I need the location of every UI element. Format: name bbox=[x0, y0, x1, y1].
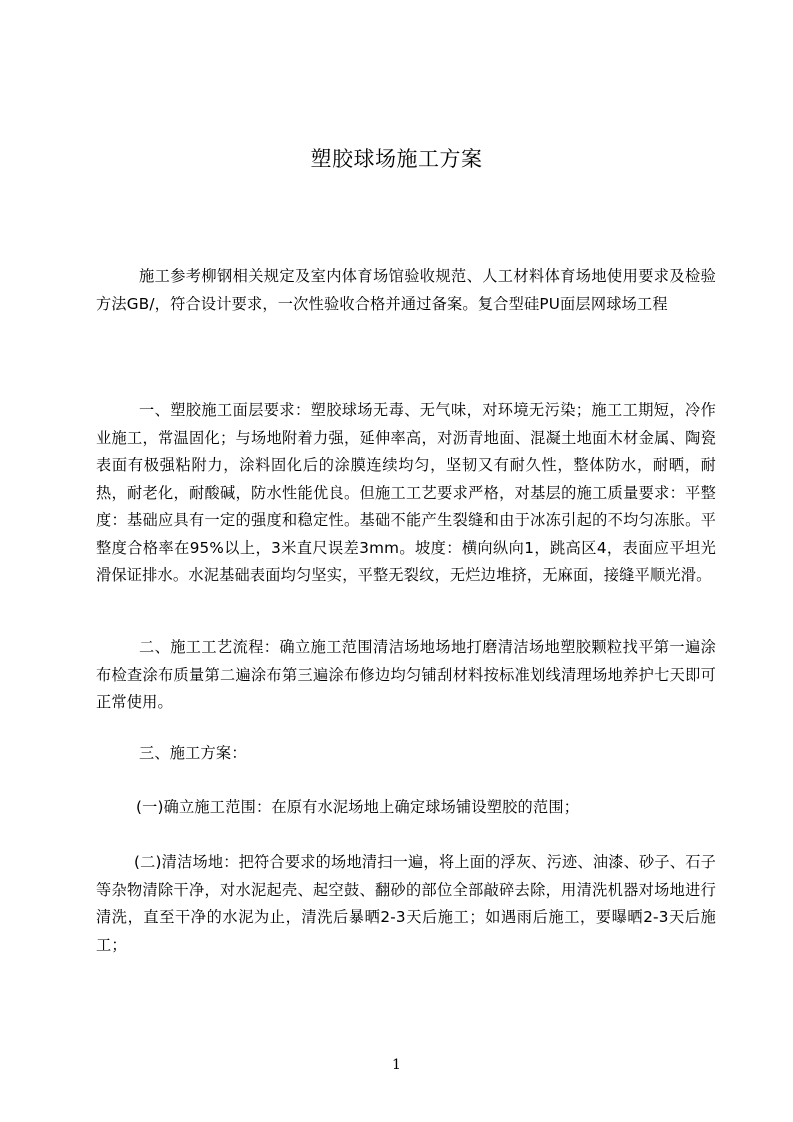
paragraph-intro: 施工参考柳钢相关规定及室内体育场馆验收规范、人工材料体育场地使用要求及检验方法GB/，符合设计要求，一次性验收合格并通过备案。复合型硅PU面层网球场工程 bbox=[96, 267, 716, 313]
paragraph-process-flow: 二、施工工艺流程：确立施工范围清洁场地场地打磨清洁场地塑胶颗粒找平第一遍涂布检查涂布质量第二遍涂布第三遍涂布修边均匀铺刮材料按标准划线清理场地养护七天即可正常使用。 bbox=[96, 638, 716, 711]
section-heading-construction-plan: 三、施工方案： bbox=[139, 744, 247, 762]
page-number: 1 bbox=[392, 1057, 401, 1073]
document-title: 塑胶球场施工方案 bbox=[310, 147, 483, 171]
paragraph-surface-requirements: 一、塑胶施工面层要求：塑胶球场无毒、无气味，对环境无污染；施工工期短，冷作业施工，常温固化；与场地附着力强，延伸率高，对沥青地面、混凝土地面木材金属、陶瓷表面有极强粘附力，涂料固化后的涂膜连续均匀，坚韧又有耐久性，整体防水，耐晒，耐热，耐老化，耐酸碱，防水性能优良。但施工工艺要求严格，对基层的施工质量要求：平整度：基础应具有一定的强度和稳定性。基础不能产生裂缝和由于冰冻引起的不均匀冻胀。平整度合格率在95%以上，3米直尺误差3mm。坡度：横向纵向1，跳高区4，表面应平坦光滑保证排水。水泥基础表面均匀坚实，平整无裂纹，无烂边堆挤，无麻面，接缝平顺光滑。 bbox=[96, 401, 716, 584]
paragraph-site-cleaning: (二)清洁场地：把符合要求的场地清扫一遍，将上面的浮灰、污迹、油漆、砂子、石子等杂物清除干净，对水泥起壳、起空鼓、翻砂的部位全部敲碎去除，用清洗机器对场地进行清洗，直至干净的水泥为止，清洗后暴晒2-3天后施工；如遇雨后施工，要曝晒2-3天后施工； bbox=[96, 853, 716, 954]
paragraph-scope: (一)确立施工范围：在原有水泥场地上确定球场铺设塑胶的范围； bbox=[136, 798, 580, 816]
